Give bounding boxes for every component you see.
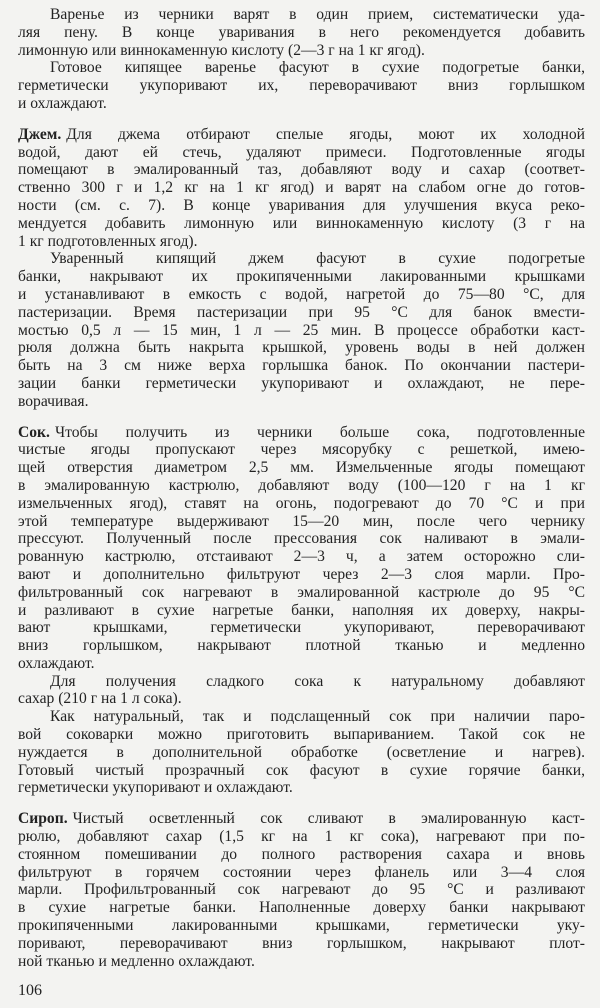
line-text: Готовый чистый прозрачный сок фасуют в сухие горячие банки,	[18, 761, 585, 779]
text-line	[18, 77, 585, 95]
text-line	[18, 917, 585, 935]
text-line	[18, 95, 585, 113]
line-text: вают и дополнительно фильтруют через 2—3 слоя марли. Про-	[18, 565, 585, 583]
line-text: вой соковарки можно приготовить выпариванием. Такой сок не	[18, 726, 585, 744]
text-line	[18, 828, 585, 846]
text-line	[18, 744, 585, 762]
text-line	[18, 339, 585, 357]
text-line	[18, 953, 585, 971]
line-text: ляя пену. В конце уваривания в него рекомендуется добавить	[18, 23, 585, 41]
text-line	[18, 655, 585, 673]
text-line	[18, 619, 585, 637]
line-text: водой, дают ей стечь, удаляют примеси. Подготовленные ягоды	[18, 143, 585, 161]
line-text: ной тканью и медленно охлаждают.	[18, 952, 255, 970]
text-line	[18, 459, 585, 477]
paragraph	[18, 6, 585, 59]
text-line	[18, 144, 585, 162]
line-text: нуждается в дополнительной обработке (осветление и нагрев).	[18, 743, 585, 761]
text-line	[18, 566, 585, 584]
paragraph	[18, 708, 585, 797]
text-line	[18, 690, 585, 708]
line-text: и разливают в сухие нагретые банки, наполняя их доверху, накры-	[18, 601, 585, 619]
text-line	[18, 548, 585, 566]
recipe-section	[18, 6, 585, 113]
line-text: сахар (210 г на 1 л сока).	[18, 690, 182, 708]
text-line	[18, 126, 585, 144]
recipe-section	[18, 424, 585, 798]
text-line	[18, 584, 585, 602]
paragraph	[18, 673, 585, 709]
text-line	[18, 357, 585, 375]
text-line	[18, 637, 585, 655]
line-text: Варенье из черники варят в один прием, систематически уда-	[50, 6, 585, 23]
text-line	[18, 322, 585, 340]
line-text: чистые ягоды пропускают через мясорубку с решеткой, имею-	[18, 441, 585, 459]
text-line	[18, 441, 585, 459]
section-heading: Джем.	[18, 125, 62, 143]
text-line	[18, 602, 585, 620]
text-line	[18, 513, 585, 531]
text-line	[18, 304, 585, 322]
line-text: и устанавливают в емкость с водой, нагретой до 75—80 °С, для	[18, 285, 585, 303]
line-text: Для получения сладкого сока к натуральному добавляют	[50, 672, 585, 690]
text-line	[18, 250, 585, 268]
text-line	[18, 161, 585, 179]
text-line	[18, 286, 585, 304]
text-line	[18, 59, 585, 77]
text-line	[18, 762, 585, 780]
line-text: мостью 0,5 л — 15 мин, 1 л — 25 мин. В процессе обработки каст-	[18, 321, 585, 339]
page-number: 106	[18, 982, 42, 999]
text-line	[18, 810, 585, 828]
paragraph	[18, 126, 585, 251]
line-text: вают крышками, герметически укупоривают, переворачивают	[18, 619, 585, 637]
line-text: и охлаждают.	[18, 94, 107, 112]
line-text: мендуется добавить лимонную или виннокаменную кислоту (3 г на	[18, 214, 585, 232]
line-text: герметически укупоривают их, переворачивают вниз горлышком	[18, 77, 585, 95]
line-text: помещают в эмалированный таз, добавляют воду и сахар (соответ-	[18, 161, 585, 179]
line-text: марли. Профильтрованный сок нагревают до 95 °С и разливают	[18, 881, 585, 899]
text-line	[18, 477, 585, 495]
line-text: быть на 3 см ниже верха горлышка банок. По окончании пастери-	[18, 357, 585, 375]
line-text: лимонную или виннокаменную кислоту (2—3 г на 1 кг ягод).	[18, 41, 425, 59]
line-text: банки, накрывают их прокипяченными лакированными крышками	[18, 268, 585, 286]
paragraph	[18, 810, 585, 970]
line-text: рюлю, добавляют сахар (1,5 кг на 1 кг сока), нагревают при по-	[18, 828, 585, 846]
recipe-section	[18, 810, 585, 970]
line-text: ственно 300 г и 1,2 кг на 1 кг ягод) и варят на слабом огне до готов-	[18, 179, 585, 197]
line-text: ворачивая.	[18, 392, 89, 410]
line-text: в эмалированную кастрюлю, добавляют воду (100—120 г на 1 кг	[18, 476, 585, 494]
text-line	[18, 935, 585, 953]
line-text: этой температуре выдерживают 15—20 мин, после чего чернику	[18, 512, 585, 530]
text-line	[18, 179, 585, 197]
text-line	[18, 708, 585, 726]
line-text: измельченных ягод), ставят на огонь, подогревают до 70 °С и при	[18, 494, 585, 512]
line-text: Как натуральный, так и подслащенный сок при наличии паро-	[50, 708, 585, 726]
line-text: 1 кг подготовленных ягод).	[18, 232, 198, 250]
line-text: щей отверстия диаметром 2,5 мм. Измельченные ягоды помещают	[18, 459, 585, 477]
text-line	[18, 233, 585, 251]
line-text: прессуют. Полученный после прессования сок наливают в эмали-	[18, 530, 585, 548]
line-text: Уваренный кипящий джем фасуют в сухие подогретые	[50, 250, 585, 268]
line-text: фильтруют в горячем состоянии через фланель или 3—4 слоя	[18, 863, 585, 881]
line-text: Для джема отбирают спелые ягоды, моют их холодной	[66, 125, 585, 143]
line-text: рованную кастрюлю, отстаивают 2—3 ч, а затем осторожно сли-	[18, 548, 585, 566]
text-line	[18, 215, 585, 233]
text-line	[18, 6, 585, 24]
text-line	[18, 375, 585, 393]
text-line	[18, 424, 585, 442]
line-text: рюля должна быть накрыта крышкой, уровень воды в ней должен	[18, 339, 585, 357]
section-heading: Сироп.	[18, 810, 68, 828]
line-text: зации банки герметически укупоривают и охлаждают, не пере-	[18, 374, 585, 392]
text-line	[18, 779, 585, 797]
recipe-section	[18, 126, 585, 411]
text-line	[18, 42, 585, 60]
line-text: стоянном помешивании до полного растворения сахара и вновь	[18, 845, 585, 863]
line-text: Чтобы получить из черники больше сока, подготовленные	[54, 423, 585, 441]
line-text: охлаждают.	[18, 654, 95, 672]
line-text: вниз горлышком, накрывают плотной тканью и медленно	[18, 637, 585, 655]
text-line	[18, 726, 585, 744]
line-text: Чистый осветленный сок сливают в эмалированную каст-	[72, 810, 585, 828]
paragraph	[18, 424, 585, 673]
section-heading: Сок.	[18, 423, 50, 441]
line-text: поривают, переворачивают вниз горлышком, накрывают плот-	[18, 934, 585, 952]
text-line	[18, 673, 585, 691]
text-line	[18, 197, 585, 215]
paragraph	[18, 250, 585, 410]
text-line	[18, 864, 585, 882]
text-line	[18, 846, 585, 864]
text-line	[18, 393, 585, 411]
line-text: Готовое кипящее варенье фасуют в сухие подогретые банки,	[50, 59, 585, 77]
text-line	[18, 495, 585, 513]
line-text: герметически укупоривают и охлаждают.	[18, 779, 293, 797]
line-text: прокипяченными лакированными крышками, герметически уку-	[18, 917, 585, 935]
paragraph	[18, 59, 585, 112]
page-body	[18, 6, 585, 983]
text-line	[18, 881, 585, 899]
text-line	[18, 24, 585, 42]
line-text: в сухие нагретые банки. Наполненные доверху банки накрывают	[18, 899, 585, 917]
line-text: пастеризации. Время пастеризации при 95 °С для банок вмести-	[18, 303, 585, 321]
text-line	[18, 268, 585, 286]
line-text: фильтрованный сок нагревают в эмалированной кастрюле до 95 °С	[18, 583, 585, 601]
text-line	[18, 899, 585, 917]
line-text: ности (см. с. 7). В конце уваривания для улучшения вкуса реко-	[18, 196, 585, 214]
text-line	[18, 530, 585, 548]
